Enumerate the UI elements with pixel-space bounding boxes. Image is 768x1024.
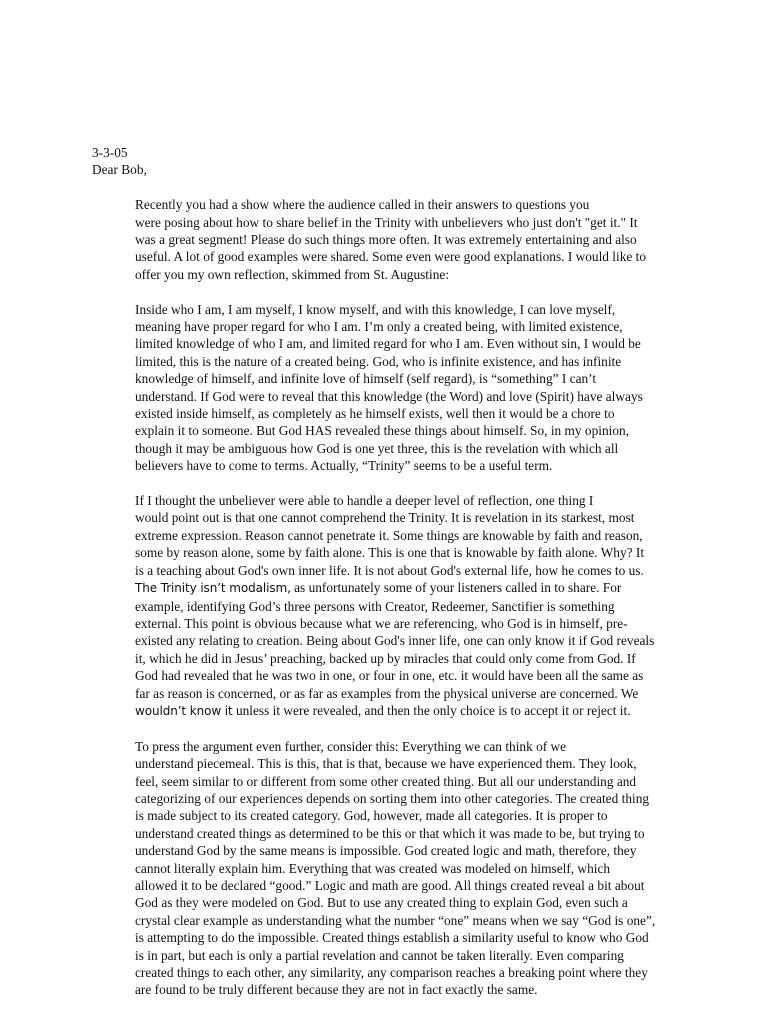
text-line: believers have to come to terms. Actually, “Trinity” seems to be a useful term. bbox=[135, 458, 553, 474]
paragraph-1 bbox=[92, 196, 686, 283]
text-line: understand God by the same means is impossible. God created logic and math, therefore, they bbox=[135, 843, 637, 859]
text-line: would point out is that one cannot comprehend the Trinity. It is revelation in its starkest, most bbox=[135, 510, 635, 526]
text-line: limited knowledge of who I am, and limited regard for who I am. Even without sin, I would be bbox=[135, 336, 641, 352]
text-line: To press the argument even further, consider this: Everything we can think of we bbox=[135, 738, 567, 754]
text-line: explain it to someone. But God HAS revealed these things about himself. So, in my opinion, bbox=[135, 423, 630, 439]
text-line: Recently you had a show where the audience called in their answers to questions you bbox=[135, 197, 590, 213]
text-line: is attempting to do the impossible. Created things establish a similarity useful to know who God bbox=[135, 930, 649, 946]
text-line: is a teaching about God's own inner life. It is not about God's external life, how he comes to us. bbox=[135, 562, 644, 578]
text-line: were posing about how to share belief in the Trinity with unbelievers who just don't "get it." It bbox=[135, 214, 638, 230]
text-line: God had revealed that he was two in one, or four in one, etc. it would have been all the same as bbox=[135, 668, 644, 684]
alt-font-fragment: The Trinity isn’t modalism, bbox=[135, 581, 291, 596]
text-line: allowed it to be declared “good.” Logic and math are good. All things created reveal a bit about bbox=[135, 878, 645, 893]
text-line: offer you my own reflection, skimmed from St. Augustine: bbox=[135, 266, 450, 282]
paragraph-3 bbox=[92, 492, 686, 720]
text-line: is made subject to its created category. God, however, made all categories. It is proper to bbox=[135, 808, 608, 824]
text-line: understand piecemeal. This is this, that is that, because we have experienced them. They look, bbox=[135, 756, 637, 772]
text-line: was a great segment! Please do such things more often. It was extremely entertaining and also bbox=[135, 232, 637, 248]
text-line: knowledge of himself, and infinite love of himself (self regard), is “something” I can’t bbox=[135, 371, 597, 387]
text-fragment: unless it were revealed, and then the only choice is to accept it or reject it. bbox=[232, 702, 631, 718]
text-line: useful. A lot of good examples were shared. Some even were good explanations. I would like to bbox=[135, 249, 647, 265]
text-line-mixed-font bbox=[92, 702, 686, 720]
text-line: limited, this is the nature of a created being. God, who is infinite existence, and has infinite bbox=[135, 353, 622, 369]
text-line: Inside who I am, I am myself, I know myself, and with this knowledge, I can love myself, bbox=[135, 301, 616, 317]
text-line: created things to each other, any similarity, any comparison reaches a breaking point where they bbox=[135, 965, 648, 981]
text-line: understand created things as determined to be this or that which it was made to be, but trying to bbox=[135, 825, 645, 841]
text-line: existed inside himself, as completely as he himself exists, well then it would be a chore to bbox=[135, 406, 615, 422]
text-line: far as reason is concerned, or as far as examples from the physical universe are concerned. We bbox=[135, 685, 639, 701]
text-line: feel, seem similar to or different from some other created thing. But all our understanding and bbox=[135, 773, 637, 789]
text-line: meaning have proper regard for who I am. I’m only a created being, with limited existence, bbox=[135, 319, 623, 335]
text-line: extreme expression. Reason cannot penetrate it. Some things are knowable by faith and reason, bbox=[135, 527, 643, 543]
alt-font-fragment: wouldn’t know it bbox=[135, 703, 233, 718]
letter-body bbox=[92, 144, 686, 1016]
text-line: understand. If God were to reveal that this knowledge (the Word) and love (Spirit) have always bbox=[135, 388, 643, 404]
text-line: example, identifying God’s three persons with Creator, Redeemer, Sanctifier is something bbox=[135, 598, 615, 614]
text-line: crystal clear example as understanding what the number “one” means when we say “God is one”, bbox=[135, 912, 656, 928]
text-line: are found to be truly different because they are not in fact exactly the same. bbox=[135, 982, 538, 998]
text-line: categorizing of our experiences depends on sorting them into other categories. The created thing bbox=[135, 790, 650, 806]
text-fragment: as unfortunately some of your listeners called in to share. For bbox=[290, 580, 622, 596]
text-line: it, which he did in Jesus’ preaching, backed up by miracles that could only come from God. If bbox=[135, 650, 636, 666]
text-line: If I thought the unbeliever were able to handle a deeper level of reflection, one thing I bbox=[135, 493, 594, 509]
paragraph-2 bbox=[92, 301, 686, 475]
text-line: God as they were modeled on God. But to use any created thing to explain God, even such a bbox=[135, 895, 628, 911]
text-line: is in part, but each is only a partial revelation and cannot be taken literally. Even comparing bbox=[135, 947, 624, 963]
letter-date: 3-3-05 bbox=[92, 145, 128, 160]
text-line: though it may be ambiguous how God is one yet three, this is the revelation with which all bbox=[135, 440, 619, 456]
text-line: existed any relating to creation. Being about God's inner life, one can only know it if God reveals bbox=[135, 633, 655, 649]
text-line: cannot literally explain him. Everything that was created was modeled on himself, which bbox=[135, 860, 611, 876]
paragraph-4 bbox=[92, 738, 686, 999]
letter-salutation: Dear Bob, bbox=[92, 162, 147, 178]
text-line: external. This point is obvious because what we are referencing, who God is in himself, pre- bbox=[135, 615, 628, 631]
text-line: some by reason alone, some by faith alone. This is one that is knowable by faith alone. Why? It bbox=[135, 545, 645, 561]
text-line-mixed-font bbox=[92, 579, 686, 597]
